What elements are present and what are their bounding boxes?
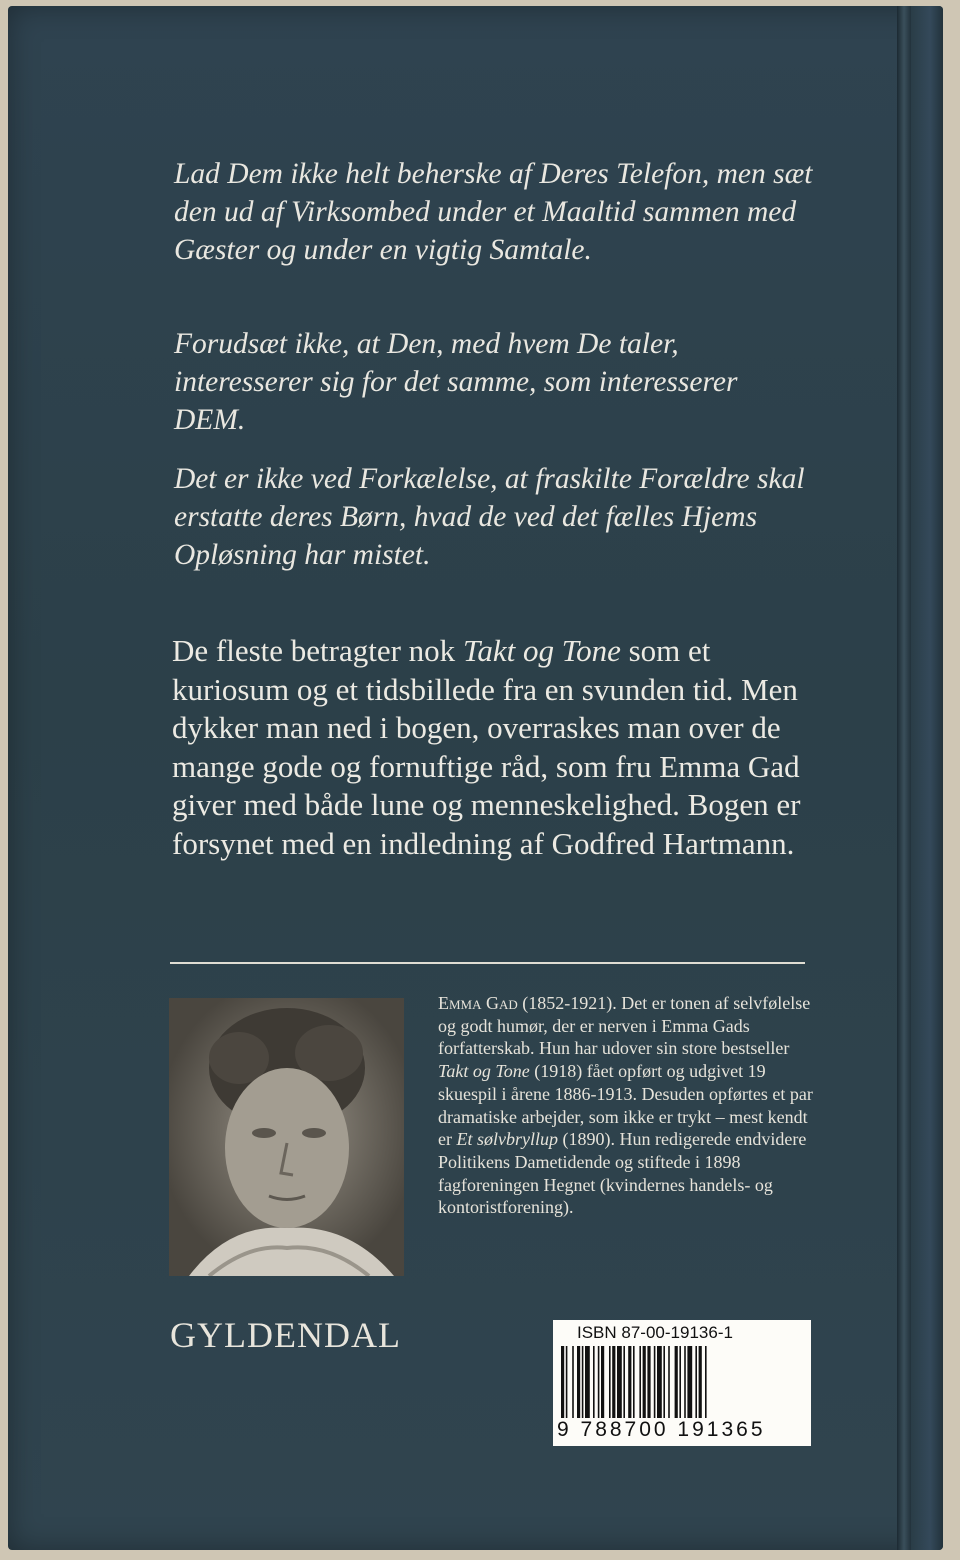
portrait-illustration xyxy=(169,998,404,1276)
barcode-bar xyxy=(593,1346,595,1418)
isbn-barcode-label xyxy=(553,1320,811,1446)
barcode-bar xyxy=(654,1346,656,1418)
barcode-bar xyxy=(617,1346,622,1418)
barcode-bar xyxy=(643,1346,646,1418)
barcode-bar xyxy=(699,1346,702,1418)
bio-title-2: Et sølvbryllup xyxy=(456,1129,558,1150)
barcode-bar xyxy=(695,1346,697,1418)
barcode-bar xyxy=(561,1346,564,1418)
barcode-bar xyxy=(612,1346,615,1418)
barcode-bar xyxy=(633,1346,635,1418)
barcode-bar xyxy=(601,1346,604,1418)
barcode-bar xyxy=(572,1346,574,1418)
barcode-bar xyxy=(623,1346,625,1418)
quote-conversation: Forudsæt ikke, at Den, med hvem De taler, interesserer sig for det samme, som interesserer DEM. xyxy=(174,328,738,436)
barcode-bar xyxy=(663,1346,665,1418)
quote-telephone: Lad Dem ikke helt beherske af Deres Telefon, men sæt den ud af Virksombed under et Maaltid sammen med Gæster og under en vigtig Samtale. xyxy=(174,158,813,266)
bio-author-name: Emma Gad xyxy=(438,993,518,1013)
spine-groove xyxy=(897,6,911,1550)
barcode-bar xyxy=(687,1346,692,1418)
barcode-bar xyxy=(598,1346,600,1418)
bio-part-1: (1852-1921). Det er tonen af selvfølelse og godt humør, der er nerven i Emma Gads forfatterskab. Hun har udover sin store bestseller xyxy=(438,993,811,1059)
blurb-book-title: Takt og Tone xyxy=(462,633,621,668)
barcode-bar xyxy=(585,1346,590,1418)
barcode-bar xyxy=(647,1346,650,1418)
barcode-bar xyxy=(609,1346,611,1418)
spine-edge xyxy=(911,6,943,1550)
blurb-after: som et kuriosum og et tidsbillede fra en svunden tid. Men dykker man ned i bogen, overraskes man over de mange gode og fornuftige råd, som fru Emma Gad giver med både lune og menneskelighed. Bogen er forsynet med en indledning af Godfred Hartmann. xyxy=(172,633,801,861)
barcode-bar xyxy=(679,1346,681,1418)
divider-line xyxy=(170,962,805,964)
quote-divorce: Det er ikke ved Forkælelse, at fraskilte Forældre skal erstatte deres Børn, hvad de ved det fælles Hjems Opløsning har mistet. xyxy=(174,463,805,571)
barcode-bar xyxy=(675,1346,678,1418)
author-biography xyxy=(438,992,818,1219)
barcode-bar xyxy=(668,1346,670,1418)
bio-part-2: (1918) fået opført og udgivet 19 skuespil i årene 1886-1913. Desuden opførtes et par dramatiske arbejder, som ikke er trykt – mest kendt er xyxy=(438,1061,813,1150)
book-blurb xyxy=(172,632,812,863)
barcode-bar xyxy=(577,1346,580,1418)
barcode-bar xyxy=(628,1346,631,1418)
barcode-bar xyxy=(684,1346,686,1418)
blurb-before: De fleste betragter nok xyxy=(172,633,463,668)
barcode-bar xyxy=(582,1346,584,1418)
ean-digits: 9 788700 191365 xyxy=(557,1418,766,1441)
bio-part-3: (1890). Hun redigerede endvidere Politikens Dametidende og stiftede i 1898 fagforeningen Hegnet (kvindernes handels- og kontoristforening). xyxy=(438,1129,807,1218)
bio-title-1: Takt og Tone xyxy=(438,1061,530,1082)
barcode-bars xyxy=(561,1346,803,1418)
publisher-name: GYLDENDAL xyxy=(170,1315,401,1355)
barcode-bar xyxy=(705,1346,707,1418)
author-portrait-photo xyxy=(169,998,404,1276)
barcode-bar xyxy=(639,1346,641,1418)
isbn-number: ISBN 87-00-19136-1 xyxy=(577,1323,733,1342)
barcode-bar xyxy=(566,1346,568,1418)
barcode-bar xyxy=(657,1346,662,1418)
